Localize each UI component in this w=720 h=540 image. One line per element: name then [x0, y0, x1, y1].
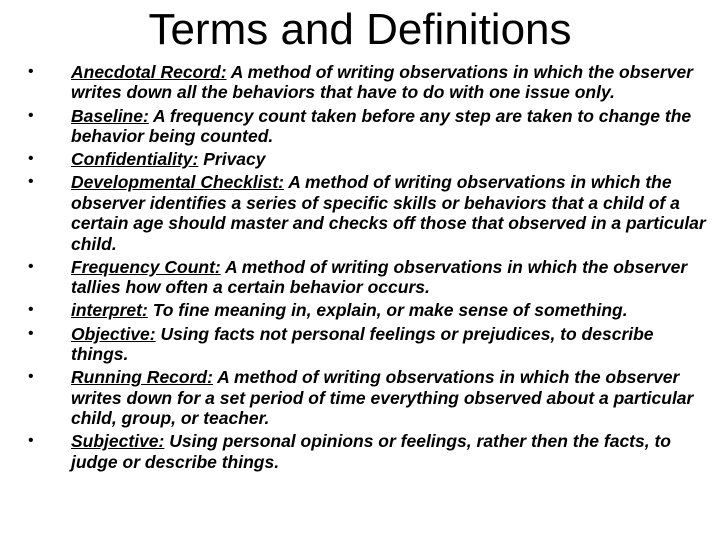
term-name: interpret: [71, 300, 148, 321]
term-item [28, 367, 708, 428]
term-name: Baseline: [71, 105, 149, 126]
bullet: • [28, 106, 34, 124]
term-item [28, 324, 708, 365]
term-definition: A method of writing observations in which the observer identifies a series of specific skills or behaviors that a child of a certain age should master and checks off those that observed in a particular child. [71, 172, 706, 254]
term-item [28, 149, 708, 169]
term-item [28, 431, 708, 472]
slide-title: Terms and Definitions [148, 5, 572, 54]
term-item [28, 257, 708, 298]
term-definition: Using personal opinions or feelings, rather then the facts, to judge or describe things. [71, 431, 671, 472]
terms-list [28, 62, 708, 475]
bullet: • [28, 301, 34, 319]
bullet: • [28, 368, 34, 386]
term-name: Subjective: [71, 431, 165, 452]
term-name: Objective: [71, 323, 156, 344]
term-definition: A method of writing observations in which the observer writes down all the behaviors that have to do with one issue only. [71, 62, 693, 103]
term-definition: A method of writing observations in which the observer tallies how often a certain behavior occurs. [71, 256, 688, 298]
term-name: Confidentiality: [71, 149, 199, 170]
bullet: • [28, 63, 34, 80]
term-definition: A frequency count taken before any step are taken to change the behavior being counted. [71, 105, 692, 147]
term-name: Running Record: [71, 367, 213, 388]
bullet: • [28, 173, 34, 191]
bullet: • [28, 432, 34, 450]
term-definition: Privacy [203, 149, 266, 170]
term-item [28, 62, 708, 103]
term-item [28, 106, 708, 147]
term-item [28, 300, 708, 320]
bullet: • [28, 257, 34, 275]
bullet: • [28, 324, 34, 342]
term-definition: A method of writing observations in which the observer writes down for a set period of time everything observed about a particular child, group, or teacher. [71, 367, 694, 429]
term-definition: Using facts not personal feelings or prejudices, to describe things. [71, 323, 654, 365]
term-name: Developmental Checklist: [71, 172, 284, 193]
term-name: Anecdotal Record: [71, 62, 227, 82]
term-definition: To fine meaning in, explain, or make sense of something. [152, 300, 628, 321]
term-item [28, 172, 708, 254]
bullet: • [28, 150, 34, 168]
term-name: Frequency Count: [71, 256, 221, 277]
